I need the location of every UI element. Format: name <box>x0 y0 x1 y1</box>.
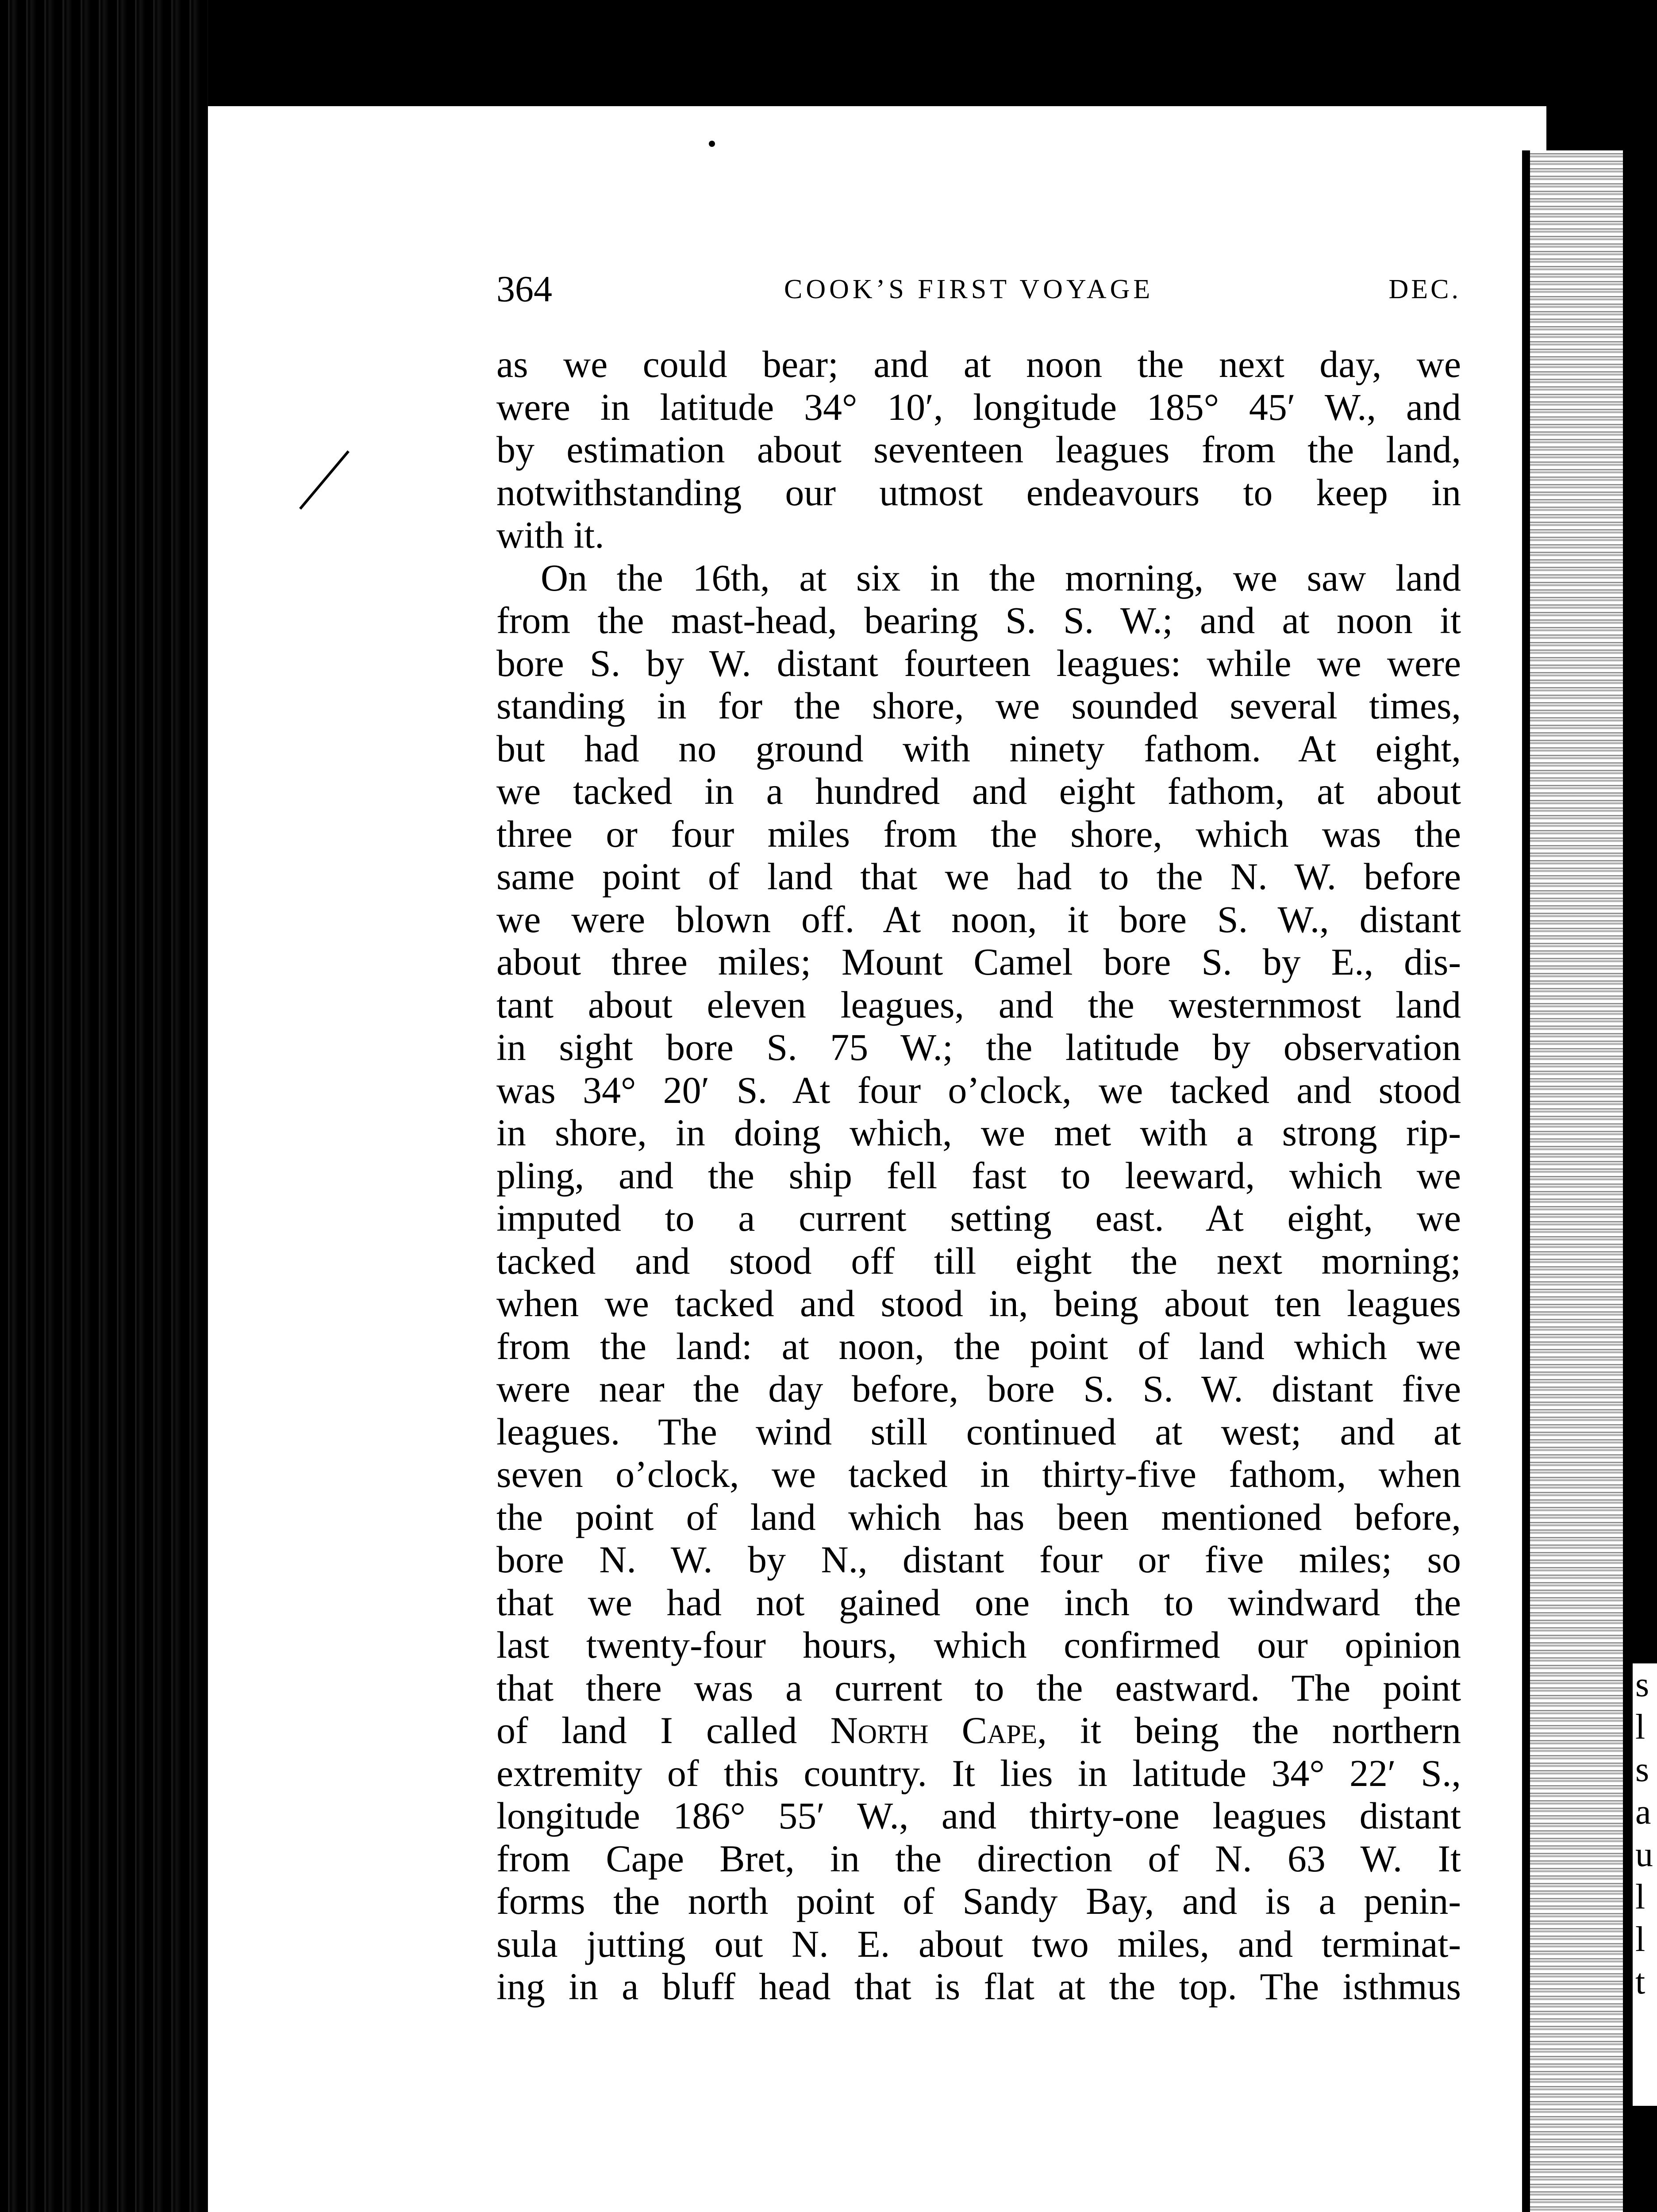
text-fragment: of land I called <box>496 1709 797 1751</box>
text-line: were in latitude 34° 10′, longitude 185° 45′ W., and <box>496 385 1461 428</box>
running-head: COOK’S FIRST VOYAGE <box>784 274 1154 304</box>
text-line: we tacked in a hundred and eight fathom, at about <box>496 770 1461 812</box>
text-line: in sight bore S. 75 W.; the latitude by observation <box>496 1026 1461 1068</box>
text-line: same point of land that we had to the N. W. before <box>496 855 1461 898</box>
text-line: when we tacked and stood in, being about ten leagues <box>496 1282 1461 1325</box>
page-number: 364 <box>496 269 552 310</box>
text-line: extremity of this country. It lies in latitude 34° 22′ S., <box>496 1751 1461 1794</box>
text-line: three or four miles from the shore, which was the <box>496 812 1461 855</box>
text-line: from the mast-head, bearing S. S. W.; and at noon it <box>496 599 1461 641</box>
text-line: but had no ground with ninety fathom. At eight, <box>496 727 1461 770</box>
text-line: from Cape Bret, in the direction of N. 63 W. It <box>496 1837 1461 1880</box>
text-line: the point of land which has been mentioned before, <box>496 1495 1461 1538</box>
text-line: On the 16th, at six in the morning, we saw land <box>541 556 1461 599</box>
text-line: that we had not gained one inch to windward the <box>496 1581 1461 1624</box>
text-line: about three miles; Mount Camel bore S. by E., dis- <box>496 941 1461 983</box>
text-line: last twenty-four hours, which confirmed our opinion <box>496 1624 1461 1666</box>
adjacent-page-fragments <box>1633 1663 1657 2106</box>
text-line: leagues. The wind still continued at west; and at <box>496 1410 1461 1453</box>
page-header <box>496 268 1461 316</box>
text-line: longitude 186° 55′ W., and thirty-one leagues distant <box>496 1794 1461 1837</box>
text-line: with it. <box>496 514 604 556</box>
text-line: seven o’clock, we tacked in thirty-five fathom, when <box>496 1453 1461 1495</box>
text-line: in shore, in doing which, we met with a strong rip- <box>496 1111 1461 1154</box>
text-line: we were blown off. At noon, it bore S. W., distant <box>496 898 1461 941</box>
left-gutter-scan <box>0 0 208 2212</box>
text-line: imputed to a current setting east. At eight, we <box>496 1197 1461 1239</box>
adjacent-page-letter: s <box>1635 1750 1649 1789</box>
adjacent-page-letter: t <box>1635 1962 1645 2001</box>
page-fore-edge <box>1522 150 1634 2212</box>
text-line: were near the day before, bore S. S. W. distant five <box>496 1367 1461 1410</box>
header-month: DEC. <box>1388 274 1461 304</box>
text-line: notwithstanding our utmost endeavours to keep in <box>496 471 1461 514</box>
body-text <box>496 343 1461 2008</box>
adjacent-page-letter: l <box>1635 1708 1645 1747</box>
adjacent-page-letter: l <box>1635 1920 1645 1959</box>
text-line: pling, and the ship fell fast to leeward, which we <box>496 1154 1461 1197</box>
text-line: bore N. W. by N., distant four or five miles; so <box>496 1538 1461 1581</box>
place-name-smallcaps: North Cape <box>830 1709 1038 1751</box>
text-fragment: , it being the northern <box>1037 1709 1461 1751</box>
ink-speck <box>709 141 715 147</box>
text-line: as we could bear; and at noon the next day, we <box>496 343 1461 385</box>
text-line: from the land: at noon, the point of land which we <box>496 1325 1461 1367</box>
text-line: standing in for the shore, we sounded several times, <box>496 684 1461 727</box>
text-line: bore S. by W. distant fourteen leagues: while we were <box>496 641 1461 684</box>
text-line: tacked and stood off till eight the next morning; <box>496 1239 1461 1282</box>
adjacent-page-letter: u <box>1635 1835 1653 1874</box>
text-line: by estimation about seventeen leagues from the land, <box>496 428 1461 471</box>
text-line-with-smallcaps <box>496 1709 1461 1752</box>
text-line: sula jutting out N. E. about two miles, and terminat- <box>496 1922 1461 1965</box>
text-line: was 34° 20′ S. At four o’clock, we tacked and stood <box>496 1068 1461 1111</box>
text-line: tant about eleven leagues, and the westernmost land <box>496 983 1461 1026</box>
text-line: ing in a bluff head that is flat at the top. The isthmus <box>496 1965 1461 2008</box>
adjacent-page-letter: l <box>1635 1878 1645 1916</box>
text-line: forms the north point of Sandy Bay, and is a penin- <box>496 1880 1461 1922</box>
text-line: that there was a current to the eastward. The point <box>496 1666 1461 1709</box>
adjacent-page-letter: a <box>1635 1793 1651 1832</box>
adjacent-page-letter: s <box>1635 1665 1649 1704</box>
